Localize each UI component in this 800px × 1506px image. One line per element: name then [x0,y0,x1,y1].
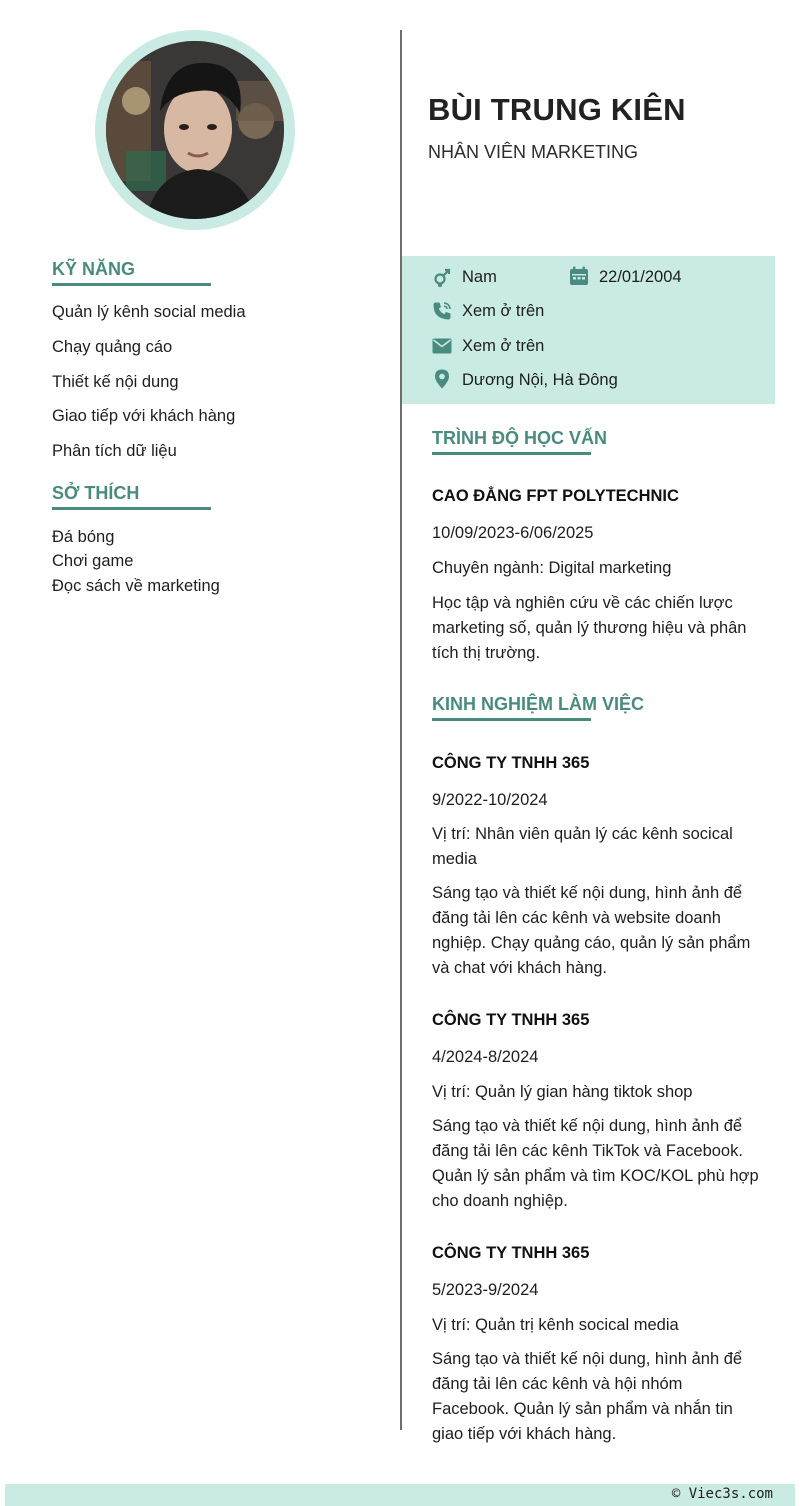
job-description: Sáng tạo và thiết kế nội dung, hình ảnh để đăng tải lên các kênh và website doanh nghiệp. Chạy quảng cáo, quản lý sản phẩm và chat với khách hàng. [432,884,751,977]
hobby-item: Đá bóng [52,528,115,546]
hobby-item: Đọc sách về marketing [52,577,220,595]
job-period: 5/2023-9/2024 [432,1281,539,1299]
gender-icon [432,267,452,287]
job-company: CÔNG TY TNHH 365 [432,1011,590,1029]
email-icon [432,336,452,356]
hobbies-heading: SỞ THÍCH [52,483,140,503]
job-position: Vị trí: Quản trị kênh socical media [432,1316,679,1334]
column-divider [400,30,402,1430]
skill-item: Quản lý kênh social media [52,303,246,321]
calendar-icon [569,266,589,286]
location-icon [432,369,452,389]
footer-bar [5,1484,795,1506]
experience-underline [432,718,591,721]
address-text: Dương Nội, Hà Đông [462,371,618,389]
candidate-title: NHÂN VIÊN MARKETING [428,142,639,162]
avatar-frame [95,30,295,230]
candidate-name: BÙI TRUNG KIÊN [428,92,686,127]
job-period: 9/2022-10/2024 [432,791,548,809]
skills-heading: KỸ NĂNG [52,259,136,279]
experience-heading: KINH NGHIỆM LÀM VIỆC [432,694,645,714]
hobby-item: Chơi game [52,552,134,570]
skill-item: Chạy quảng cáo [52,338,173,356]
phone-text: Xem ở trên [462,302,545,320]
education-underline [432,452,591,455]
education-description: Học tập và nghiên cứu về các chiến lược marketing số, quản lý thương hiệu và phân tích thị trường. [432,594,747,662]
job-position: Vị trí: Nhân viên quản lý các kênh socical media [432,825,733,868]
footer-credit: © Viec3s.com [671,1486,773,1502]
education-major: Chuyên ngành: Digital marketing [432,559,672,577]
skill-item: Phân tích dữ liệu [52,442,177,460]
email-text: Xem ở trên [462,337,545,355]
job-company: CÔNG TY TNHH 365 [432,1244,590,1262]
school-name: CAO ĐẲNG FPT POLYTECHNIC [432,487,679,505]
education-period: 10/09/2023-6/06/2025 [432,524,594,542]
job-description: Sáng tạo và thiết kế nội dung, hình ảnh để đăng tải lên các kênh TikTok và Facebook. Quản lý sản phẩm và tìm KOC/KOL phù hợp cho doanh nghiệp. [432,1117,759,1210]
job-description: Sáng tạo và thiết kế nội dung, hình ảnh để đăng tải lên các kênh và hội nhóm Facebook. Quản lý sản phẩm và nhắn tin giao tiếp với khách hàng. [432,1350,743,1443]
skills-underline [52,283,211,286]
gender-text: Nam [462,268,497,286]
avatar-photo [106,41,284,219]
job-period: 4/2024-8/2024 [432,1048,539,1066]
skill-item: Thiết kế nội dung [52,373,179,391]
job-position: Vị trí: Quản lý gian hàng tiktok shop [432,1083,693,1101]
education-heading: TRÌNH ĐỘ HỌC VẤN [432,428,607,448]
skill-item: Giao tiếp với khách hàng [52,407,236,425]
phone-icon [432,301,452,321]
job-company: CÔNG TY TNHH 365 [432,754,590,772]
hobbies-underline [52,507,211,510]
avatar [106,41,284,219]
birthdate-text: 22/01/2004 [599,268,682,286]
